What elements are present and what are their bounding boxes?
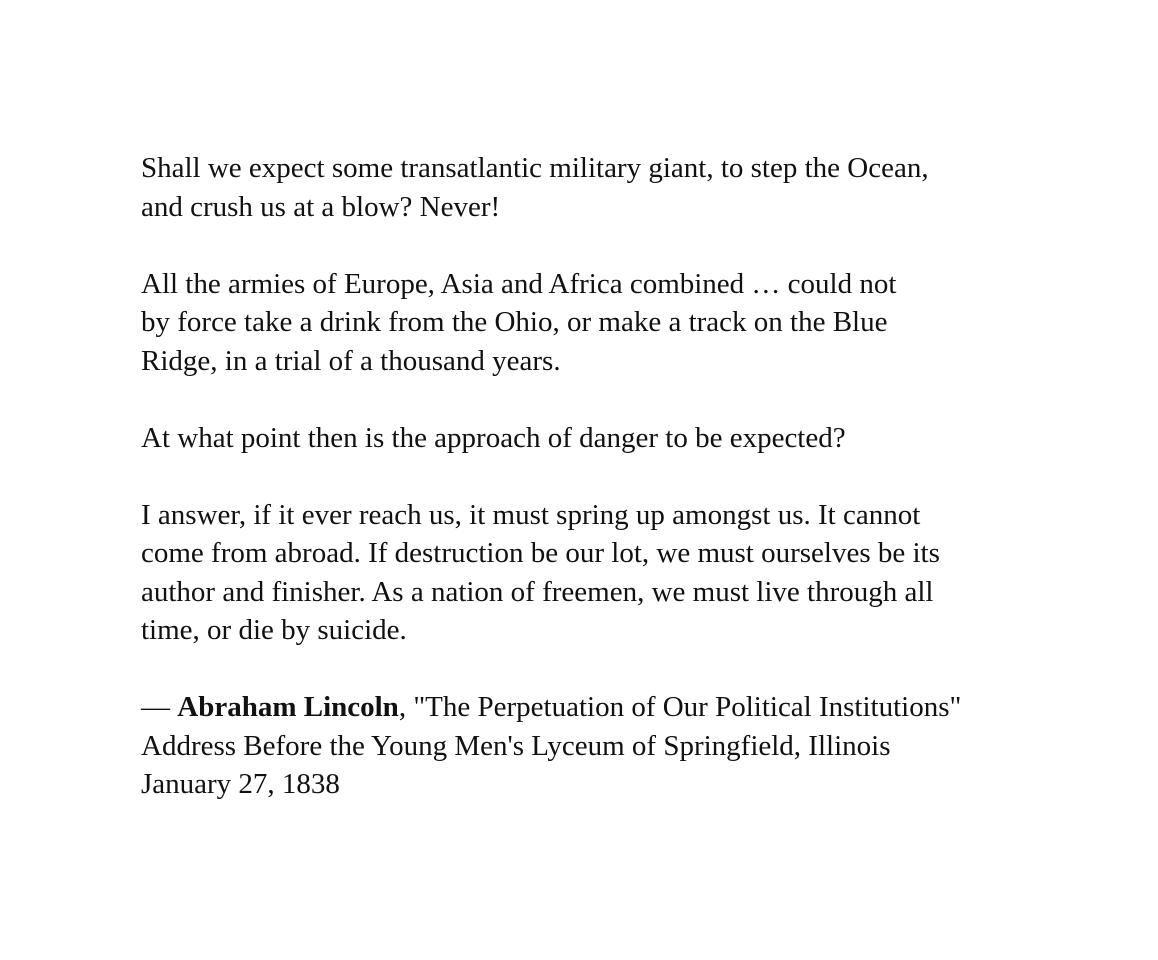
work-title: "The Perpetuation of Our Political Institutions": [413, 691, 962, 723]
quote-paragraph-3: At what point then is the approach of danger to be expected?: [141, 421, 846, 454]
attribution-dash: —: [141, 691, 178, 723]
quote-paragraph-1: Shall we expect some transatlantic military giant, to step the Ocean, and crush us at a blow? Never!: [141, 152, 929, 223]
attribution-separator: ,: [398, 691, 414, 723]
quote-paragraph-4: I answer, if it ever reach us, it must spring up amongst us. It cannot come from abroad. If destruction be our lot, we must ourselves be its author and finisher. As a nation of freemen, we must live through all time, or die by suicide.: [141, 498, 940, 646]
attribution: [138, 688, 1038, 804]
attribution-line-1: [141, 688, 1038, 727]
occasion: Address Before the Young Men's Lyceum of Springfield, Illinois: [141, 729, 891, 762]
author-name: Abraham Lincoln: [177, 691, 399, 723]
date: January 27, 1838: [141, 768, 340, 800]
quote-block: [138, 149, 1038, 804]
quote-paragraph-2: All the armies of Europe, Asia and Africa combined … could not by force take a drink from the Ohio, or make a track on the Blue Ridge, in a trial of a thousand years.: [141, 267, 897, 377]
